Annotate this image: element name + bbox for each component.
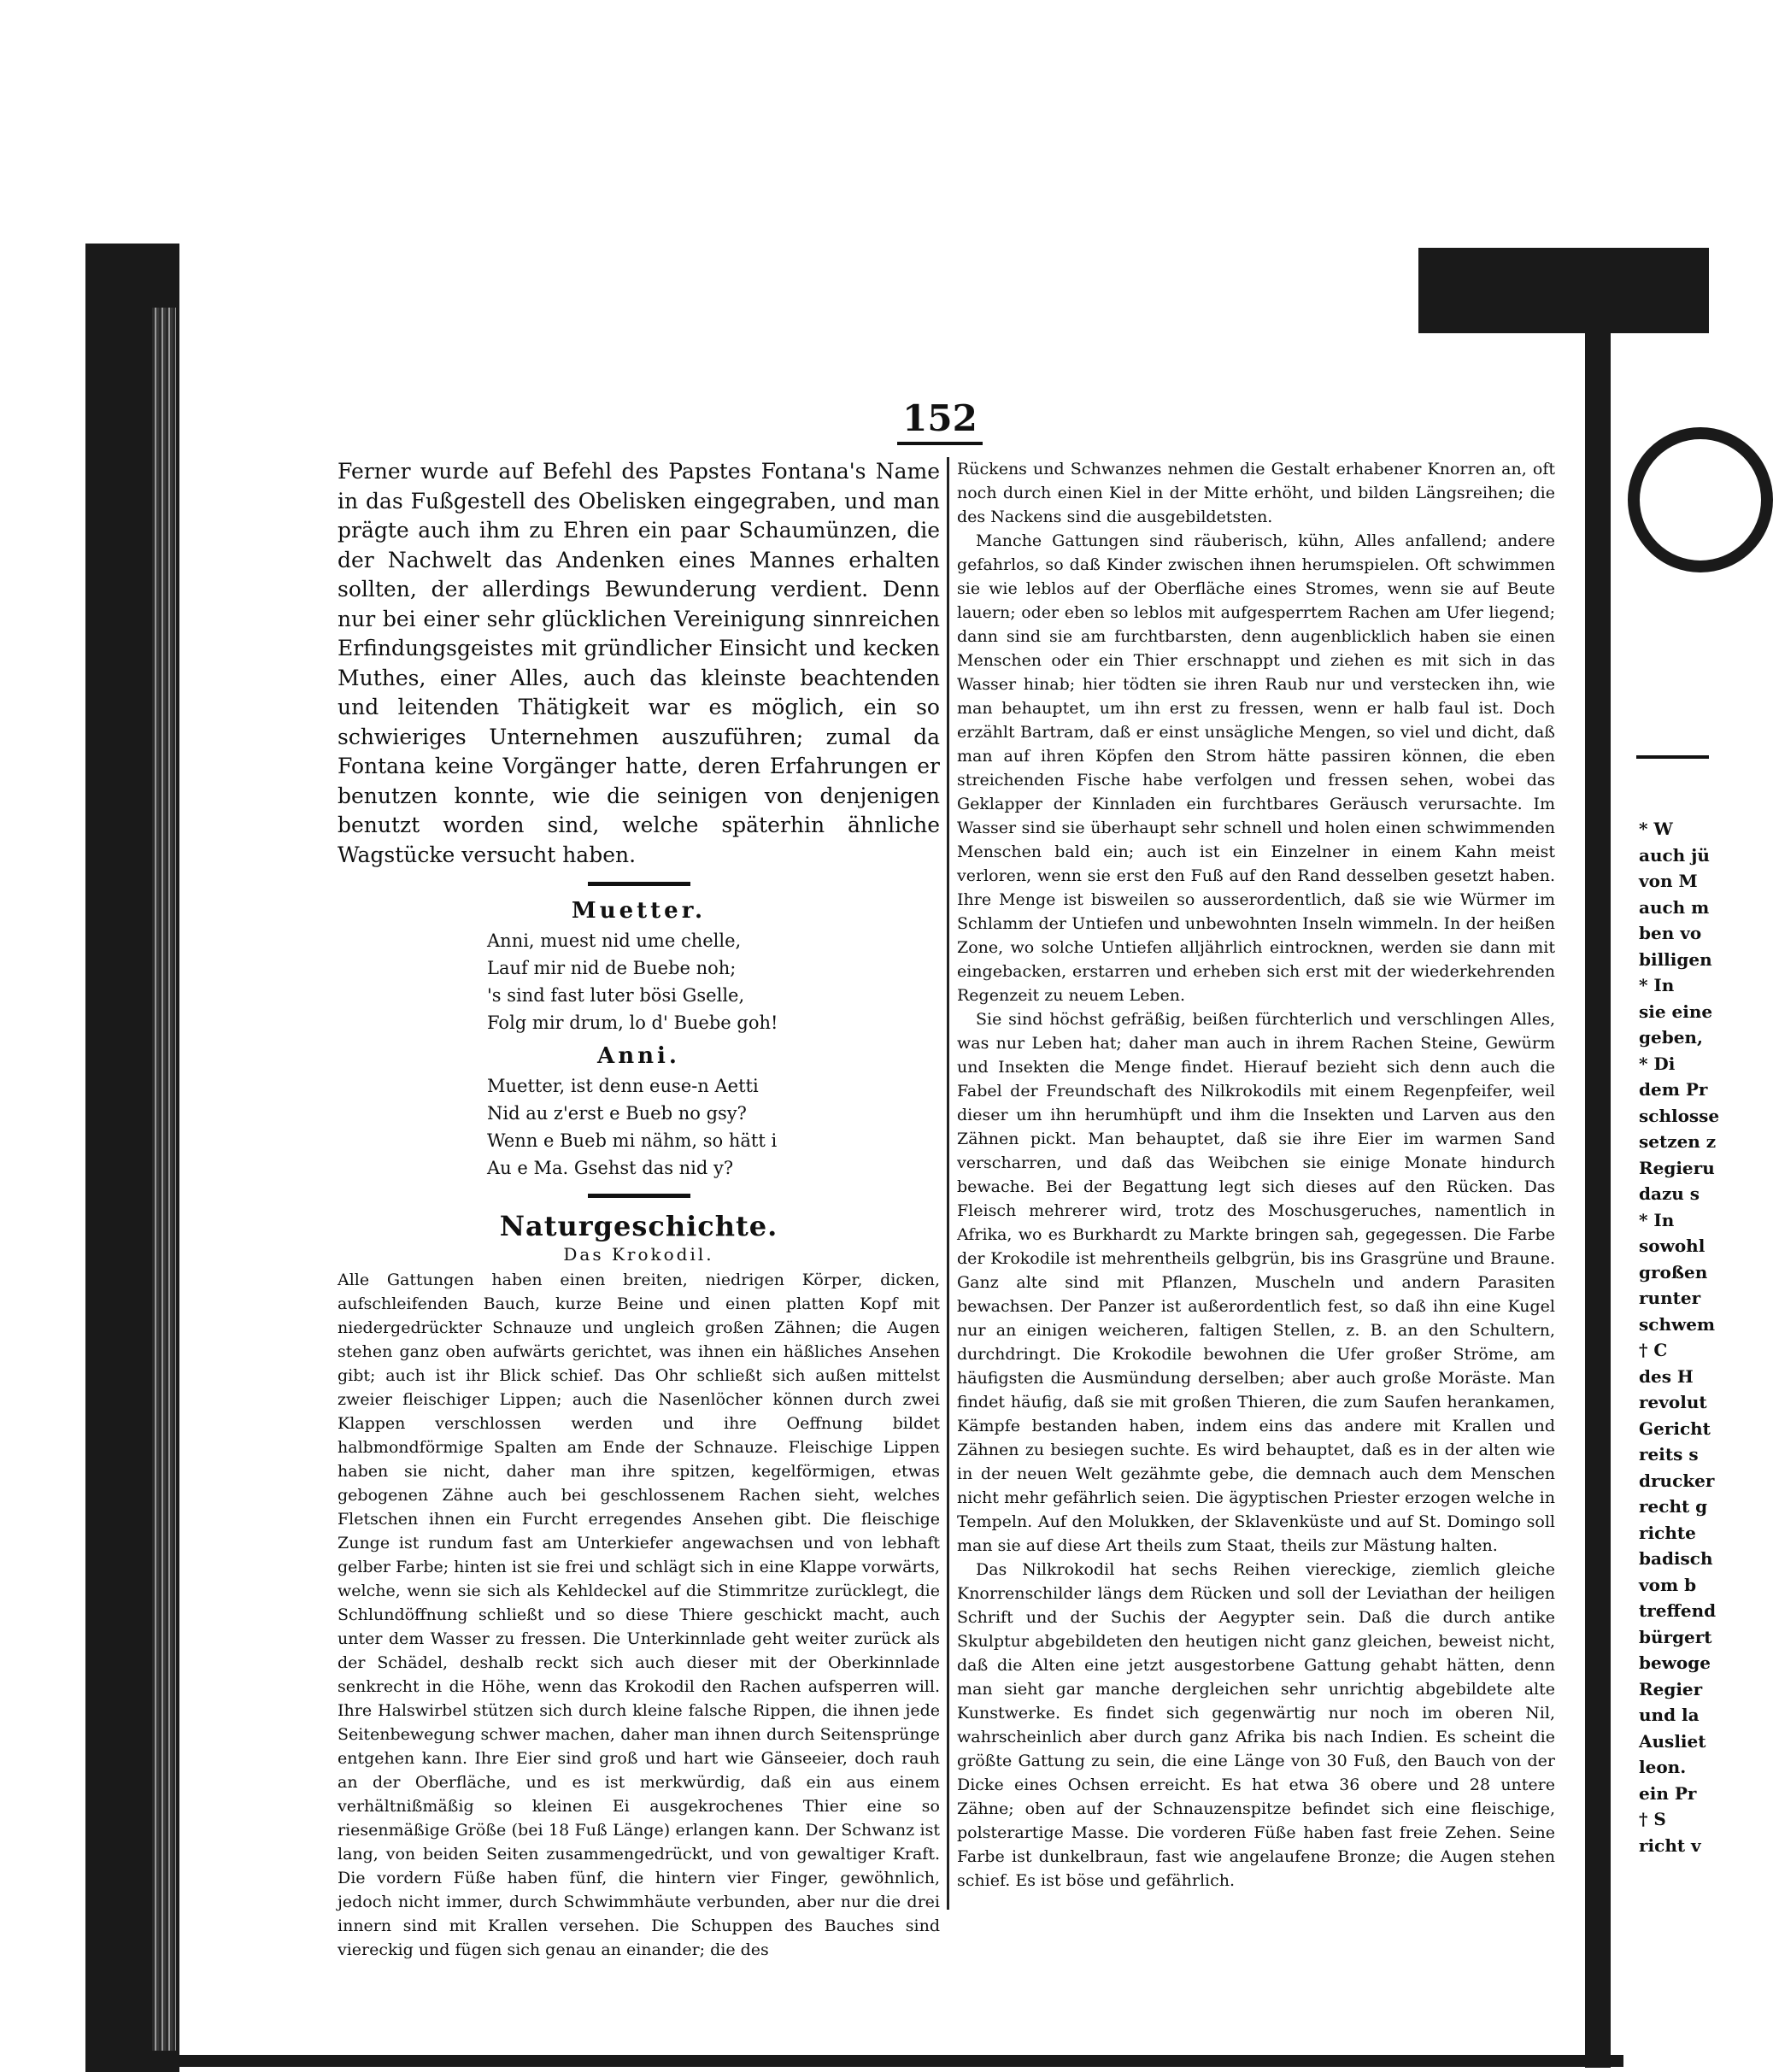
next-page-fragment-line: sowohl: [1639, 1236, 1705, 1256]
next-page-fragment-line: bürgert: [1639, 1626, 1712, 1647]
next-page-fragment-line: ben vo: [1639, 923, 1702, 943]
page-number: 152: [902, 397, 977, 439]
next-page-fragment-line: geben,: [1639, 1027, 1703, 1048]
next-page-fragment-line: vom b: [1639, 1574, 1697, 1595]
next-page-fragment-line: * W: [1639, 819, 1673, 839]
right-paragraph-2: Manche Gattungen sind räuberisch, kühn, Alles anfallend; andere gefahrlos, so daß Kinder zwischen ihnen herumspielen. Oft schwimmen sie wie leblos auf der Oberfläche eines Stromes, wenn sie auf Beute lauern; oder eben so leblos mit aufgesperrtem Rachen am Ufer liegend; dann sind sie am furchtbarsten, denn augenblicklich haben sie einen Menschen oder ein Thier erschnappt und ziehen es mit sich in das Wasser hinab; hier tödten sie ihren Raub nur und verstecken ihn, wie man behauptet, um ihn erst zu fressen, wenn er halb faul ist. Doch erzählt Bartram, daß er einst unsägliche Mengen, so viel und dicht, daß man auf ihren Köpfen den Strom hätte passiren können, die eben streichenden Fische habe verfolgen und fressen sehen, wobei das Geklapper der Kinnladen ein furchtbares Geräusch verursachte. Im Wasser sind sie überhaupt sehr schnell und holen einen schwimmenden Menschen bald ein; auch ist ein Einzelner in einem Kahn meist verloren, wenn sie erst den Fuß auf den Rand desselben gesetzt haben. Ihre Menge ist bisweilen so ausserordentlich, daß sie wie Würmer im Schlamm der Untiefen und unbewohnten Inseln wimmeln. In der heißen Zone, wo solche Untiefen alljährlich eintrocknen, werden sie dann mit eingebacken, erstarren und erheben sich erst mit der wiederkehrenden Regenzeit zu neuem Leben.: [957, 531, 1555, 1005]
next-page-fragment-line: * In: [1639, 1209, 1675, 1230]
next-page-divider: [1636, 755, 1709, 759]
next-page-fragment-line: dem Pr: [1639, 1079, 1708, 1100]
scan-border-top-right: [1418, 248, 1709, 333]
next-page-fragment-line: sie eine: [1639, 1001, 1713, 1022]
right-paragraph-1: Rückens und Schwanzes nehmen die Gestalt erhabener Knorren an, oft noch durch einen Kiel in der Mitte erhöht, und bilden Längsreihen; die des Nackens sind die ausgebildetsten.: [957, 460, 1555, 526]
poem-line: Wenn e Bueb mi nähm, so hätt i: [487, 1130, 778, 1151]
poem-line: Au e Ma. Gsehst das nid y?: [487, 1158, 734, 1178]
page-number-underline: [897, 442, 983, 445]
next-page-fragment-line: badisch: [1639, 1548, 1713, 1569]
next-page-fragment-line: dazu s: [1639, 1183, 1700, 1204]
next-page-fragment-line: billigen: [1639, 948, 1712, 970]
left-column: [338, 457, 940, 1962]
next-page-fragment-line: bewoge: [1639, 1652, 1711, 1673]
next-page-fragment-line: runter: [1639, 1288, 1701, 1308]
poem-line: 's sind fast luter bösi Gselle,: [487, 985, 745, 1006]
section-title: Naturgeschichte.: [499, 1210, 778, 1242]
next-page-fragment-line: auch m: [1639, 896, 1710, 918]
right-paragraph-4: Das Nilkrokodil hat sechs Reihen viereckige, ziemlich gleiche Knorrenschilder längs dem Rücken und soll der Leviathan der heiligen Schrift und der Suchis der Aegypter sein. Daß die durch antike Skulptur abgebildeten den heutigen nicht ganz gleichen, beweist nicht, daß die Alten eine jetzt ausgestorbene Gattung gehabt hätten, denn man sieht gar manche dergleichen sehr unrichtig abgebildete alte Kunstwerke. Es findet sich gegenwärtig nur noch im oberen Nil, wahrscheinlich aber durch ganz Afrika bis nach Indien. Es scheint die größte Gattung zu sein, die eine Länge von 30 Fuß, den Bauch von der Dicke eines Ochsen erreicht. Es hat etwa 36 obere und 28 untere Zähne; oben auf der Schnauzenspitze befindet sich eine fleischige, polsterartige Masse. Die vorderen Füße haben fast freie Zehen. Seine Farbe ist dunkelbraun, fast wie angelaufene Bronze; die Augen stehen schief. Es ist böse und gefährlich.: [957, 1560, 1555, 1890]
column-divider: [947, 457, 949, 1910]
next-page-ornament: [1628, 427, 1773, 572]
poem-stanza2-title: Anni.: [597, 1043, 680, 1069]
section-divider: [588, 882, 690, 886]
right-column: [957, 457, 1555, 1893]
next-page-fragment-line: † C: [1639, 1340, 1668, 1360]
poem-line: Lauf mir nid de Buebe noh;: [487, 958, 737, 978]
poem-line: Muetter, ist denn euse-n Aetti: [487, 1076, 759, 1096]
fontana-paragraph: Ferner wurde auf Befehl des Papstes Fontana's Name in das Fußgestell des Obelisken eingegraben, und man prägte auch ihm zu Ehren ein paar Schaumünzen, die der Nachwelt das Andenken eines Mannes erhalten sollten, der allerdings Bewunderung verdient. Denn nur bei einer sehr glücklichen Vereinigung sinnreichen Erfindungsgeistes mit gründlicher Einsicht und kecken Muthes, einer Alles, auch das kleinste beachtenden und leitenden Thätigkeit war es möglich, ein so schwieriges Unternehmen auszuführen; zumal da Fontana keine Vorgänger hatte, deren Erfahrungen er benutzen konnte, wie die seinigen von denjenigen benutzt worden sind, welche späterhin ähnliche Wagstücke versucht haben.: [338, 459, 940, 867]
book-gutter-strip: [1585, 333, 1611, 2068]
section-divider: [588, 1194, 690, 1198]
scan-border-bottom: [85, 2055, 1623, 2067]
next-page-fragments: [1639, 816, 1720, 1858]
right-paragraph-3: Sie sind höchst gefräßig, beißen fürchterlich und verschlingen Alles, was nur Leben hat; daher man auch in ihrem Rachen Steine, Gewürm und Insekten die Menge findet. Hierauf bezieht sich denn auch die Fabel der Freundschaft des Nilkrokodils mit einem Regenpfeifer, weil dieser um ihn herumhüpft und ihm die Insekten und Larven aus den Zähnen pickt. Man behauptet, daß sie ihre Eier im warmen Sand verscharren, und daß das Weibchen sie einige Monate hindurch bewache. Bei der Begattung legt sich dieses auf den Rücken. Das Fleisch mehrerer wird, trotz des Moschusgeruches, namentlich in Afrika, wo es Burkhardt zu Markte bringen sah, gegegessen. Die Farbe der Krokodile ist mehrentheils gelbgrün, bis ins Grasgrüne und Braune. Ganz alte sind mit Pflanzen, Muscheln und andern Parasiten bewachsen. Der Panzer ist außerordentlich fest, so daß ihn eine Kugel nur an einigen weicheren, faltigen Stellen, z. B. an den Schultern, durchdringt. Die Krokodile bewohnen die Ufer großer Ströme, am häufigsten die Ausmündung derselben; aber auch große Moräste. Man findet häufig, daß sie mit großen Thieren, die zum Saufen herankamen, Kämpfe bestanden haben, indem eins das andere mit Krallen und Zähnen zu besiegen suchte. Es wird behauptet, daß es in der alten wie in der neuen Welt gezähmte gebe, die demnach auch dem Menschen nicht mehr gefährlich seien. Die ägyptischen Priester erzogen welche in Tempeln. Auf den Molukken, der Sklavenküste und auf St. Domingo soll man sie auf diese Art theils zum Staat, theils zur Mästung halten.: [957, 1010, 1555, 1555]
poem-stanza1-title: Muetter.: [571, 898, 707, 924]
next-page-fragment-line: † S: [1639, 1809, 1666, 1829]
next-page-fragment-line: leon.: [1639, 1757, 1687, 1777]
krokodil-paragraph: Alle Gattungen haben einen breiten, niedrigen Körper, dicken, aufschleifenden Bauch, kurze Beine und einen platten Kopf mit niedergedrückter Schnauze und ungleich großen Zähnen; die Augen stehen ganz oben aufwärts gerichtet, was ihnen ein häßliches Ansehen gibt; auch ist ihr Blick schief. Das Ohr schließt sich außen mittelst zweier fleischiger Lippen; auch die Nasenlöcher können durch zwei Klappen verschlossen werden und ihre Oeffnung bildet halbmondförmige Spalten am Ende der Schnauze. Fleischige Lippen haben sie nicht, daher man ihre spitzen, kegelförmigen, etwas gebogenen Zähne auch bei geschlossenem Rachen sieht, welches Fletschen ihnen ein Furcht erregendes Ansehen gibt. Die fleischige Zunge ist rundum fast am Unterkiefer angewachsen und von lebhaft gelber Farbe; hinten ist sie frei und schlägt sich in eine Klappe vorwärts, welche, wenn sie sich als Kehldeckel auf die Stimmritze zurücklegt, die Schlundöffnung schließt und so diese Thiere geschickt macht, auch unter dem Wasser zu fressen. Die Unterkinnlade geht weiter zurück als der Schädel, deshalb reckt sich auch dieser mit der Oberkinnlade senkrecht in die Höhe, wenn das Krokodil den Rachen aufsperren will. Ihre Halswirbel stützen sich durch kleine falsche Rippen, die ihnen jede Seitenbewegung schwer machen, daher man ihnen durch Seitensprünge entgehen kann. Ihre Eier sind groß und hart wie Gänseeier, doch rauh an der Oberfläche, und es ist merkwürdig, daß ein aus einem verhältnißmäßig so kleinen Ei ausgekrochenes Thier eine so riesenmäßige Größe (bei 18 Fuß Länge) erlangen kann. Der Schwanz ist lang, von beiden Seiten zusammengedrückt, und von gewaltiger Kraft. Die vordern Füße haben fünf, die hintern vier Finger, gewöhnlich, jedoch nicht immer, durch Schwimmhäute verbunden, aber nur die drei innern sind mit Krallen versehen. Die Schuppen des Bauches sind viereckig und fügen sich genau an einander; die des: [338, 1271, 941, 1959]
next-page-fragment-line: recht g: [1639, 1496, 1708, 1517]
section-subtitle: Das Krokodil.: [563, 1244, 714, 1265]
book-page-edges: [152, 308, 176, 2051]
next-page-fragment-line: * In: [1639, 975, 1675, 995]
next-page-fragment-line: Ausliet: [1639, 1730, 1706, 1752]
next-page-fragment-line: setzen z: [1639, 1131, 1717, 1152]
poem-line: Nid au z'erst e Bueb no gsy?: [487, 1103, 747, 1124]
next-page-fragment-line: reits s: [1639, 1444, 1699, 1464]
next-page-fragment-line: schlosse: [1639, 1105, 1720, 1126]
poem-line: Folg mir drum, lo d' Buebe goh!: [487, 1013, 778, 1033]
next-page-fragment-line: von M: [1639, 871, 1698, 891]
next-page-fragment-line: richte: [1639, 1522, 1696, 1543]
next-page-fragment-line: Regieru: [1639, 1157, 1715, 1178]
next-page-fragment-line: richt v: [1639, 1834, 1701, 1856]
next-page-fragment-line: Gericht: [1639, 1418, 1711, 1439]
next-page-fragment-line: Regier: [1639, 1678, 1703, 1699]
next-page-fragment-line: revolut: [1639, 1392, 1707, 1412]
next-page-fragment-line: * Di: [1639, 1053, 1676, 1074]
poem-line: Anni, muest nid ume chelle,: [487, 930, 742, 951]
next-page-fragment-line: und la: [1639, 1705, 1700, 1725]
next-page-fragment-line: auch jü: [1639, 844, 1710, 866]
next-page-fragment-line: großen: [1639, 1261, 1708, 1283]
next-page-fragment-line: treffend: [1639, 1600, 1717, 1621]
next-page-fragment-line: ein Pr: [1639, 1782, 1697, 1804]
poem: [338, 898, 940, 1182]
next-page-fragment-line: drucker: [1639, 1470, 1715, 1491]
next-page-fragment-line: schwem: [1639, 1313, 1716, 1335]
next-page-fragment-line: des H: [1639, 1365, 1694, 1387]
